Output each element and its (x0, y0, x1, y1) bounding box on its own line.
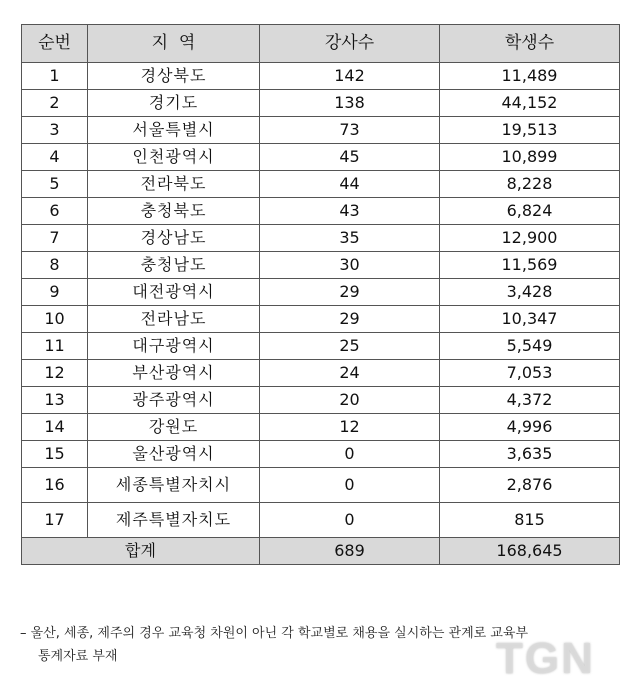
cell-region: 대구광역시 (88, 333, 260, 360)
watermark-logo: TGN (496, 634, 595, 683)
cell-region: 서울특별시 (88, 117, 260, 144)
cell-instructors: 0 (260, 503, 440, 538)
cell-instructors: 29 (260, 279, 440, 306)
header-students: 학생수 (440, 25, 620, 63)
header-no: 순번 (22, 25, 88, 63)
cell-instructors: 0 (260, 468, 440, 503)
cell-students: 44,152 (440, 90, 620, 117)
cell-no: 2 (22, 90, 88, 117)
cell-region: 광주광역시 (88, 387, 260, 414)
table-row (22, 252, 620, 279)
cell-no: 1 (22, 63, 88, 90)
cell-region: 제주특별자치도 (88, 503, 260, 538)
table-row (22, 468, 620, 503)
cell-instructors: 43 (260, 198, 440, 225)
cell-students: 10,899 (440, 144, 620, 171)
cell-students: 5,549 (440, 333, 620, 360)
table-header-row (22, 25, 620, 63)
table-row (22, 117, 620, 144)
cell-region: 강원도 (88, 414, 260, 441)
cell-no: 5 (22, 171, 88, 198)
cell-no: 4 (22, 144, 88, 171)
cell-region: 경상북도 (88, 63, 260, 90)
cell-region: 경기도 (88, 90, 260, 117)
cell-no: 3 (22, 117, 88, 144)
cell-no: 17 (22, 503, 88, 538)
cell-instructors: 29 (260, 306, 440, 333)
cell-students: 8,228 (440, 171, 620, 198)
cell-students: 10,347 (440, 306, 620, 333)
cell-students: 2,876 (440, 468, 620, 503)
cell-region: 세종특별자치시 (88, 468, 260, 503)
total-students: 168,645 (440, 538, 620, 565)
cell-instructors: 12 (260, 414, 440, 441)
header-instructors: 강사수 (260, 25, 440, 63)
header-region: 지 역 (88, 25, 260, 63)
cell-instructors: 45 (260, 144, 440, 171)
cell-students: 11,489 (440, 63, 620, 90)
cell-no: 13 (22, 387, 88, 414)
cell-region: 충청남도 (88, 252, 260, 279)
cell-no: 14 (22, 414, 88, 441)
cell-no: 11 (22, 333, 88, 360)
table-row (22, 171, 620, 198)
cell-no: 6 (22, 198, 88, 225)
cell-instructors: 73 (260, 117, 440, 144)
cell-instructors: 138 (260, 90, 440, 117)
total-label: 합계 (22, 538, 260, 565)
cell-region: 경상남도 (88, 225, 260, 252)
cell-students: 4,372 (440, 387, 620, 414)
statistics-table (21, 24, 620, 565)
table-row (22, 63, 620, 90)
cell-students: 11,569 (440, 252, 620, 279)
total-instructors: 689 (260, 538, 440, 565)
cell-instructors: 142 (260, 63, 440, 90)
table-total-row (22, 538, 620, 565)
cell-no: 15 (22, 441, 88, 468)
table-row (22, 333, 620, 360)
table-row (22, 144, 620, 171)
cell-students: 4,996 (440, 414, 620, 441)
cell-region: 인천광역시 (88, 144, 260, 171)
cell-region: 전라북도 (88, 171, 260, 198)
table-row (22, 360, 620, 387)
cell-no: 7 (22, 225, 88, 252)
cell-no: 12 (22, 360, 88, 387)
cell-region: 부산광역시 (88, 360, 260, 387)
cell-students: 12,900 (440, 225, 620, 252)
cell-students: 6,824 (440, 198, 620, 225)
cell-instructors: 30 (260, 252, 440, 279)
cell-no: 8 (22, 252, 88, 279)
table-row (22, 198, 620, 225)
cell-no: 16 (22, 468, 88, 503)
cell-students: 815 (440, 503, 620, 538)
cell-students: 19,513 (440, 117, 620, 144)
footnote-line-1: – 울산, 세종, 제주의 경우 교육청 차원이 아닌 각 학교별로 채용을 실시하는 관계로 교육부 (20, 626, 529, 641)
cell-students: 7,053 (440, 360, 620, 387)
table-row (22, 90, 620, 117)
table-row (22, 306, 620, 333)
cell-region: 전라남도 (88, 306, 260, 333)
table-row (22, 279, 620, 306)
cell-students: 3,635 (440, 441, 620, 468)
cell-region: 울산광역시 (88, 441, 260, 468)
cell-instructors: 24 (260, 360, 440, 387)
table-row (22, 441, 620, 468)
cell-instructors: 25 (260, 333, 440, 360)
cell-region: 충청북도 (88, 198, 260, 225)
cell-instructors: 44 (260, 171, 440, 198)
cell-no: 9 (22, 279, 88, 306)
cell-no: 10 (22, 306, 88, 333)
table-row (22, 387, 620, 414)
table-row (22, 225, 620, 252)
cell-instructors: 20 (260, 387, 440, 414)
cell-students: 3,428 (440, 279, 620, 306)
table-row (22, 503, 620, 538)
cell-instructors: 35 (260, 225, 440, 252)
cell-region: 대전광역시 (88, 279, 260, 306)
cell-instructors: 0 (260, 441, 440, 468)
footnote-line-2: 통계자료 부재 (38, 649, 118, 664)
table-row (22, 414, 620, 441)
